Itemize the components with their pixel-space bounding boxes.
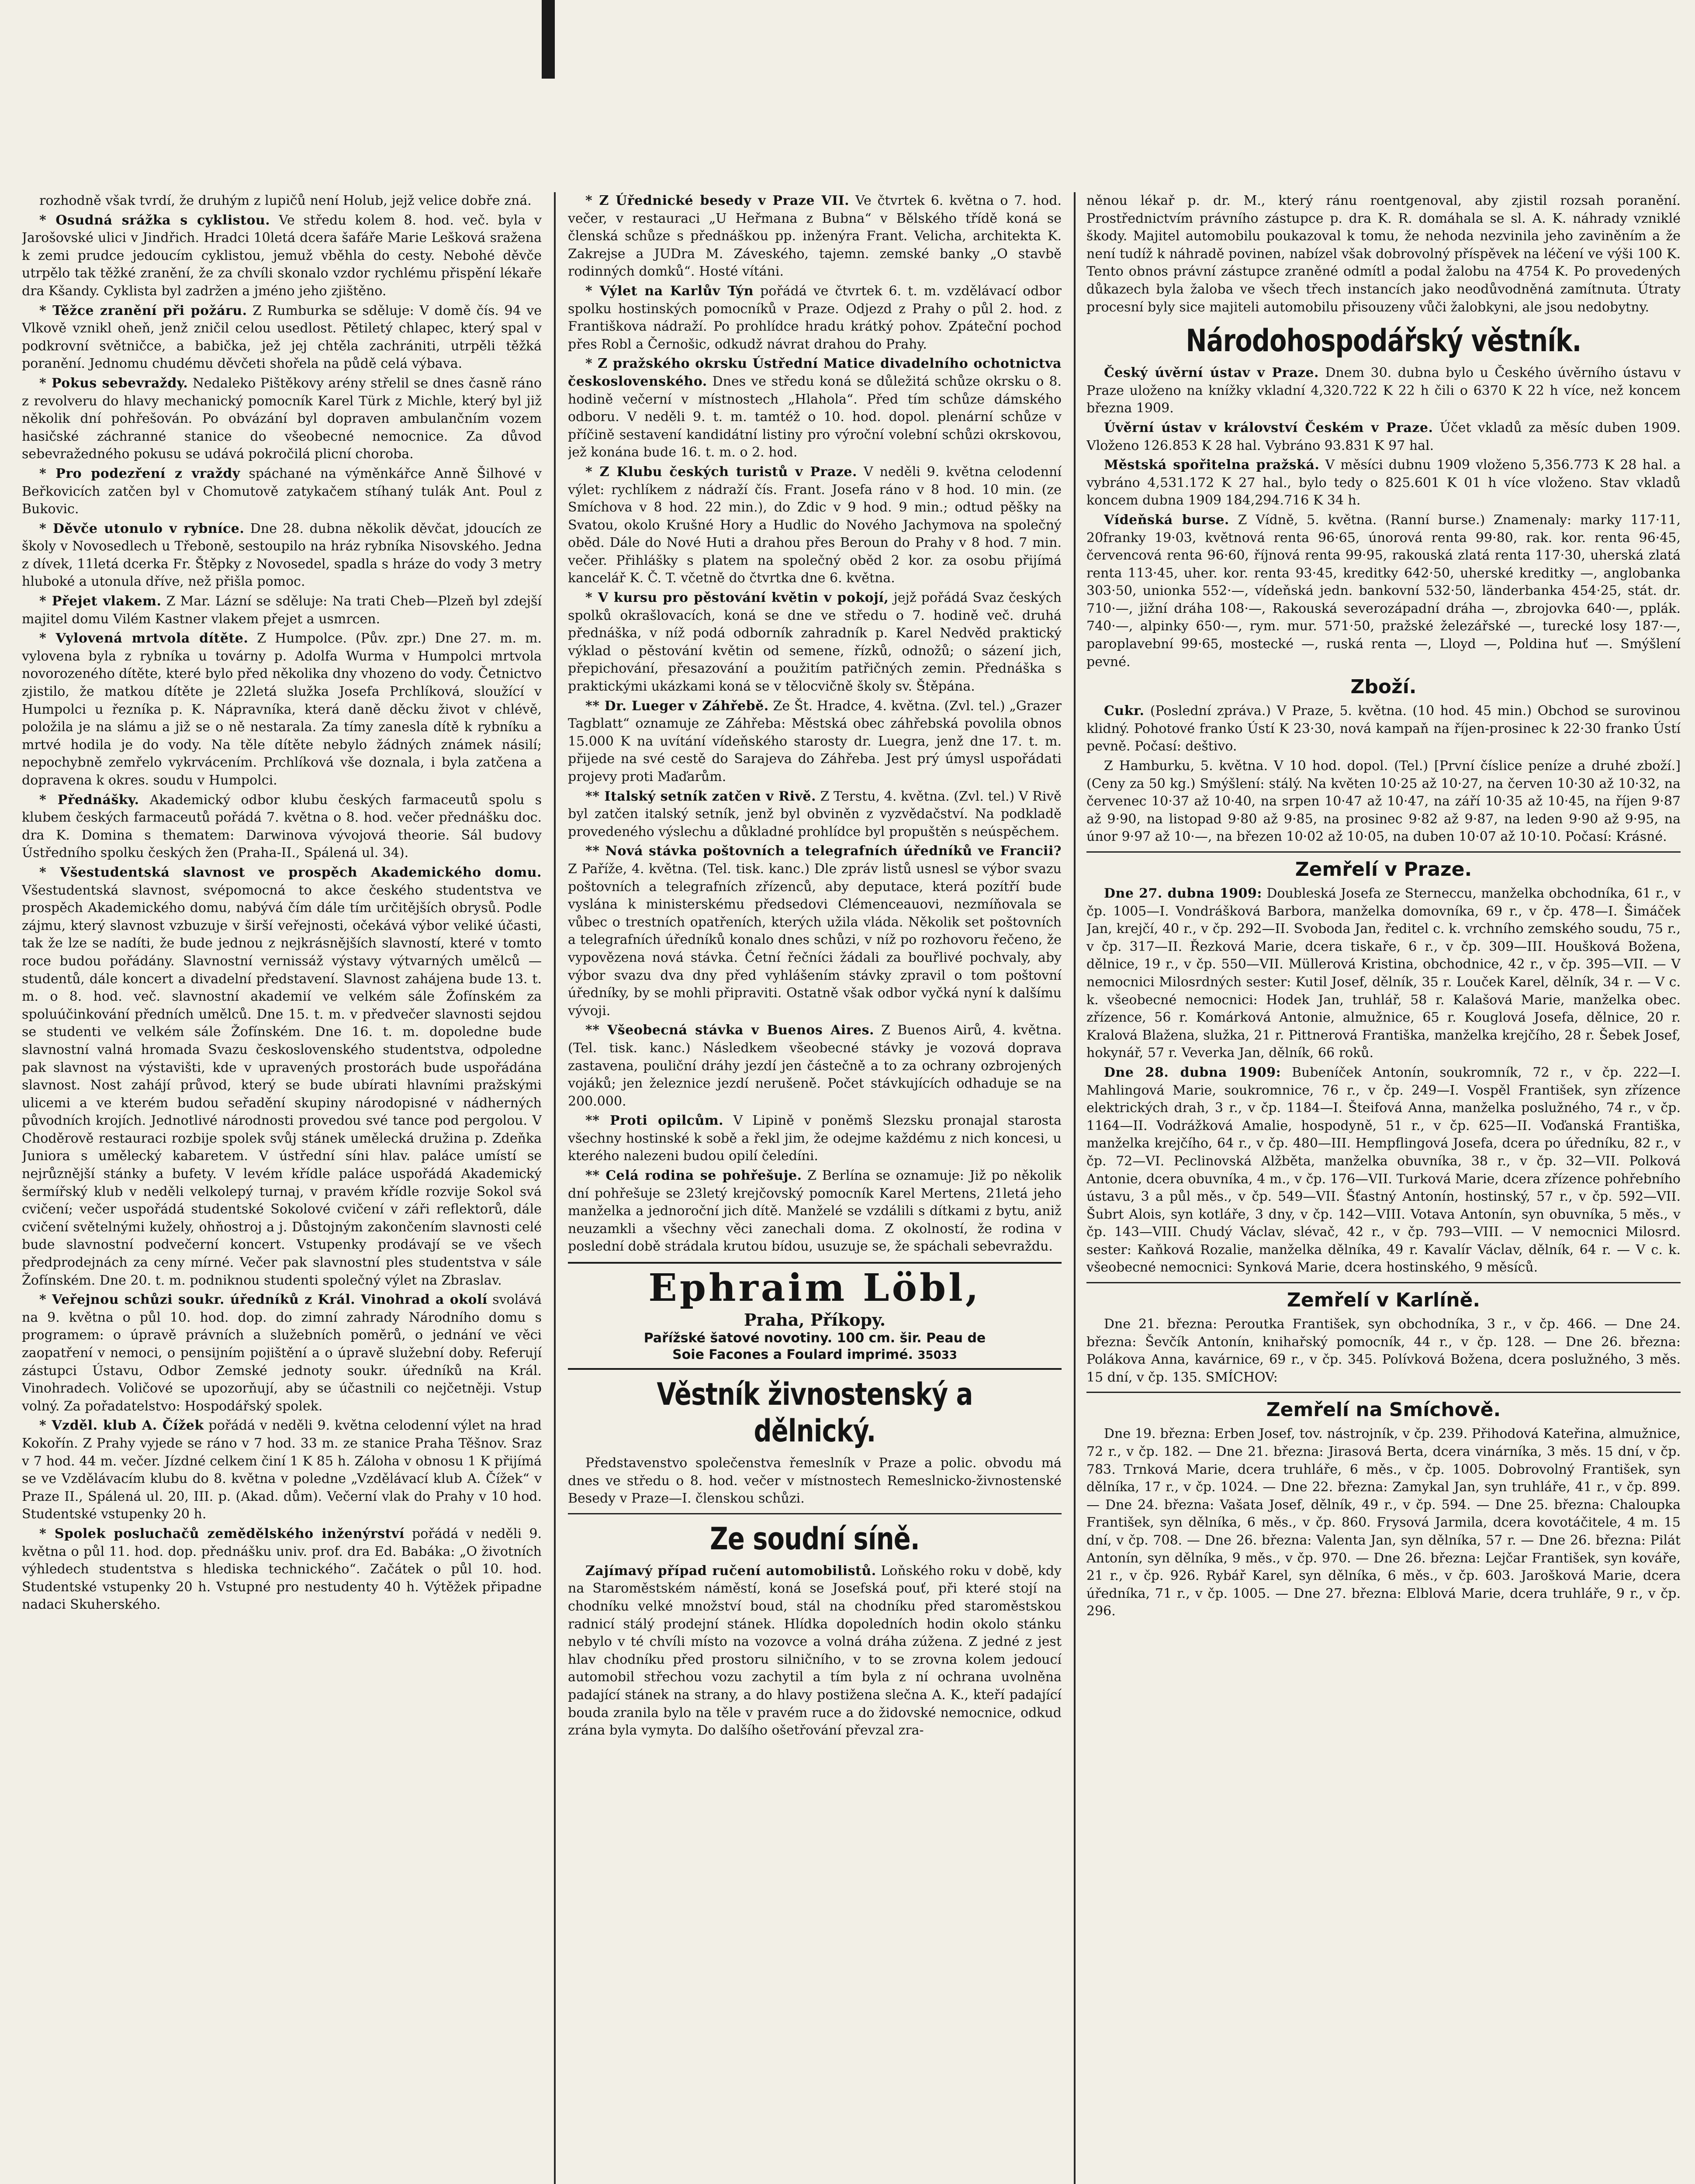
news-item-lead: * Všestudentská slavnost ve prospěch Akademického domu. bbox=[39, 864, 542, 880]
news-item bbox=[22, 192, 542, 210]
section-title-economy: Národohospodářský věstník. bbox=[1186, 323, 1581, 359]
goods-item bbox=[1086, 757, 1681, 846]
deaths-item-text: Bubeníček Antonín, soukromník, 72 r., v čp. 222—I. Mahlingová Marie, soukromnice, 76 r., v čp. 249—I. Vospěl František, syn zřízence elektrických drah, 3 r., v čp. 1184—I. Šteifová Anna, manželka poslužného, 74 r., v čp. 1164—II. Vodrážková Amalie, hospodyně, 51 r., v čp. 625—II. Voďanská Františka, manželka krejčího, 64 r., v čp. 480—III. Hempflingová Josefa, dcera po úředníku, 82 r., v čp. 72—VI. Peclinovská Alžběta, manželka obuvníka, 38 r., v čp. 32—VII. Polková Antonie, dcera obuvníka, 4 m., v čp. 176—VII. Turková Marie, dcera zřízence pohřebního ústavu, 3 a půl měs., v čp. 549—VII. Šťastný Antonín, hostinský, 57 r., v čp. 592—VII. Šubrt Alois, syn kotláře, 3 dny, v čp. 142—VIII. Votava Antonín, syn obuvníka, 5 měs., v čp. 143—VIII. Chudý Václav, slévač, 42 r., v čp. 793—VIII. — V nemocnici Milosrd. sester: Kaňková Rozalie, manželka dělníka, 49 r. Kavalír Václav, dělník, 64 r. — V c. k. všeobecné nemocnici: Synková Marie, dcera hostinského, 9 měsíců. bbox=[1086, 1064, 1681, 1275]
deaths-smichov-list bbox=[1086, 1425, 1681, 1621]
news-item-lead: ** Nová stávka poštovních a telegrafních úředníků ve Francii? bbox=[585, 843, 1062, 859]
news-item-text: pořádá v neděli 9. května celodenní výlet na hrad Kokořín. Z Prahy vyjede se ráno v 7 hod. 33 m. ze stanice Praha Těšnov. Sraz v 7 hod. 44 m. večer. Jízdné celkem činí 1 K 85 h. Záloha v obnosu 1 K přijímá se ve Vzdělávacím klubu do 8. května v poledne „Vzdělávací klub A. Čížek“ v Praze II., Spálená ul. 20, III. p. (Akad. dům). Večerní vlak do Prahy v 10 hod. Studentské vstupenky 20 h. bbox=[22, 1418, 542, 1522]
news-item bbox=[22, 212, 542, 301]
news-item-text: svolává na 9. května o půl 10. hod. dop. do zimní zahrady Národního domu s programem: o úpravě právních a služebních poměrů, o jednání ve věci zaopatření v nemoci, o pensijním pojištění a o úpravě služební doby. Referují zástupci Ústavu, Odbor Zemské jednoty soukr. úředníků na Král. Vinohradech. Voličové se upozorňují, aby se účastnili co nejčetněji. Vstup volný. Za pořadatelstvo: Hospodářský spolek. bbox=[22, 1292, 542, 1414]
news-item bbox=[568, 463, 1062, 587]
news-item-lead: * Veřejnou schůzi soukr. úředníků z Král. Vinohrad a okolí bbox=[39, 1292, 488, 1308]
economy-item bbox=[1086, 364, 1681, 418]
news-item bbox=[22, 302, 542, 373]
news-item bbox=[568, 843, 1062, 1020]
deaths-karlin-list bbox=[1086, 1316, 1681, 1386]
news-item bbox=[22, 1525, 542, 1614]
news-item-lead: * Z Klubu českých turistů v Praze. bbox=[585, 464, 857, 480]
column-left bbox=[22, 192, 542, 2184]
news-item-text: pořádá v neděli 9. května o půl 11. hod. dop. přednášku univ. prof. dra Ed. Babáka: „O životních výhledech studentstva s hlediska technického“. Začátek o půl 10. hod. Studentské vstupenky 20 h. Vstupné pro nestudenty 40 h. Výtěžek připadne nadaci Skuherského. bbox=[22, 1526, 542, 1613]
news-item bbox=[568, 788, 1062, 841]
goods-item-text: (Poslední zpráva.) V Praze, 5. května. (10 hod. 45 min.) Obchod se surovinou klidný. Pohotové franko Ústí K 23·30, nová kampaň na říjen-prosinec k 22·30 franko Ústí pevně. Počasí: deštivo. bbox=[1086, 703, 1681, 754]
news-item-lead: * Z pražského okrsku Ústřední Matice divadelního ochotnictva československého. bbox=[568, 356, 1062, 389]
news-item-lead: * Vzděl. klub A. Čížek bbox=[39, 1418, 204, 1434]
ink-blot bbox=[542, 0, 555, 79]
goods-list bbox=[1086, 702, 1681, 846]
court-article bbox=[568, 1562, 1062, 1740]
news-list-middle bbox=[568, 192, 1062, 1256]
section-title-court: Ze soudní síně. bbox=[710, 1521, 920, 1557]
news-item bbox=[568, 1022, 1062, 1110]
news-item bbox=[568, 1167, 1062, 1256]
news-item-lead: * Spolek posluchačů zemědělského inženýrství bbox=[39, 1526, 405, 1541]
court-lead: Zajímavý případ ručení automobilistů. bbox=[585, 1563, 876, 1579]
ad-line-2-row bbox=[568, 1347, 1062, 1364]
news-item-text: jejž pořádá Svaz českých spolků okrašlovacích, koná se dne ve středu o 7. hodině več. druhá přednáška, v níž podá odborník zahradník p. Karel Nedvěd praktický výklad o pěstování květin od semene, řízků, odnožů; o sázení jich, přepichování, přesazování a použitím patřičných zemin. Přednáška s praktickými ukázkami koná se v tělocvičně školy sv. Štěpána. bbox=[568, 590, 1062, 695]
column-right bbox=[1086, 192, 1681, 2184]
section-title-vestnik: Věstník živnostenský a dělnický. bbox=[657, 1376, 973, 1449]
news-item-text: Akademický odbor klubu českých farmaceutů spolu s klubem českých farmaceutů pořádá 7. května o 8. hod. večer přednášku doc. dra K. Domina s thematem: Darwinova vývojová theorie. Sál budovy Ústředního spolku českých žen (Praha-II., Spálená ul. 34). bbox=[22, 792, 542, 861]
ad-number: 35033 bbox=[917, 1349, 957, 1362]
court-text: Loňského roku v době, kdy na Staroměstském náměstí, koná se Josefská pouť, při které stojí na chodníku velké množství boud, stál na chodníku před staroměstskou radnicí stálý prodejní stánek. Hlídka dopoledních hodin okolo stánku nebylo v té chvíli místo na vozovce a volná dráha zúžena. Z jedné z jest hlav chodníku před prostoru silničního, v to se zrovna kolem jedoucí automobil střechou vozu zachytil a tím byla z ní ochrana uvolněna padající stánek na strany, a do hlavy postižena slečna A. K., kteří padající bouda zranila bylo na těle v pravém ruce a do židovské nemocnice, odkud zrána byla vymyta. Do dalšího ošetřování převzal zra- bbox=[568, 1563, 1062, 1738]
goods-item-lead: Cukr. bbox=[1104, 703, 1145, 719]
news-item bbox=[568, 355, 1062, 462]
economy-list bbox=[1086, 364, 1681, 671]
ad-line-1: Pařížské šatové novotiny. 100 cm. šir. Peau de bbox=[643, 1330, 986, 1346]
news-item-text: pořádá ve čtvrtek 6. t. m. vzdělávací odbor spolku hostinských pomocníků v Praze. Odjezd z Prahy o půl 2. hod. z Františkova nádraží. Po prohlídce hradu krátký pohov. Zpáteční pochod přes Robl a Černošic, odkudž návrat drahou do Prahy. bbox=[568, 283, 1062, 352]
news-item bbox=[22, 630, 542, 789]
goods-item-text: Z Hamburku, 5. května. V 10 hod. dopol. (Tel.) [První číslice peníze a druhé zboží.] (Ceny za 50 kg.) Smýšlení: stálý. Na květen 10·25 až 10·27, na červen 10·30 až 10·32, na červenec 10·37 až 10·40, na srpen 10·47 až 10·47, na září 10·35 až 10·45, na říjen 9·87 až 9·90, na listopad 9·80 až 9·85, na prosinec 9·82 až 9·87, na leden 9·90 až 9·95, na únor 9·97 až 10·—, na březen 10·02 až 10·05, na duben 10·07 až 10·10. Počasí: Krásné. bbox=[1086, 758, 1681, 845]
deaths-item-lead: Dne 28. dubna 1909: bbox=[1104, 1064, 1281, 1080]
news-item-text: Z Mar. Lázní se sděluje: Na trati Cheb—Plzeň byl zdejší majitel domu Vilém Kastner vlakem přejet a usmrcen. bbox=[22, 594, 542, 627]
news-item bbox=[568, 192, 1062, 281]
news-item-text: V Lipině v poněmš Slezsku pronajal starosta všechny hostinské k sobě a řekl jim, že odejme každému z nich koncesi, u kterého nalezeni budou opilí čeledíni. bbox=[568, 1113, 1062, 1164]
news-item bbox=[568, 698, 1062, 786]
deaths-item-lead: Dne 27. dubna 1909: bbox=[1104, 886, 1262, 901]
column-divider bbox=[1074, 192, 1076, 2184]
economy-item-text: V měsíci dubnu 1909 vloženo 5,356.773 K 28 hal. a vybráno 4,531.172 K 27 hal., bylo tedy o 825.601 K 01 h více vloženo. Stav vkladů koncem dubna 1909 184,294.716 K 34 h. bbox=[1086, 457, 1681, 508]
news-item-lead: * Děvče utonulo v rybníce. bbox=[39, 521, 245, 536]
news-item bbox=[22, 465, 542, 518]
section-title-deaths-karlin: Zemřelí v Karlíně. bbox=[1287, 1289, 1481, 1312]
news-item bbox=[22, 1291, 542, 1415]
news-item-text: rozhodně však tvrdí, že druhým z lupičů není Holub, jejž velice dobře zná. bbox=[39, 193, 532, 208]
deaths-prague-list bbox=[1086, 885, 1681, 1277]
divider bbox=[1086, 1282, 1681, 1283]
news-item-lead: * Přejet vlakem. bbox=[39, 594, 162, 609]
divider bbox=[1086, 1392, 1681, 1393]
section-title-deaths-smichov: Zemřelí na Smíchově. bbox=[1266, 1399, 1501, 1421]
economy-item-text: Dnem 30. dubna bylo u Českého úvěrního ústavu v Praze uloženo na knížky vkladní 4,320.722 K 22 h čili o 6370 K 22 h více, než koncem března 1909. bbox=[1086, 365, 1681, 416]
economy-item bbox=[1086, 419, 1681, 455]
news-item-text: Z Paříže, 4. května. (Tel. tisk. kanc.) Dle zpráv listů usnesl se výbor svazu poštovních a telegrafních zřízenců, aby deputace, která pozítří bude vyslána k ministerskému předsedovi Clémenceauovi, nezmíňovala se vůbec o trestních opatřeních, kterých užila vláda. Několik set poštovních a telegrafních úředníků konalo dnes schůzi, v níž po rozhovoru řečeno, že vypovězena nová stávka. Četní řečníci žádali za bouřlivé pochvaly, aby výbor svazu dva dny před vyhlášením stávky zpravil o tom poštovní úředníky, by se mohli připraviti. Ostatně však odbor vyčká nyní k dalšímu vývoji. bbox=[568, 861, 1062, 1019]
column-middle bbox=[568, 192, 1062, 2184]
news-item-lead: * Těžce zranění při požáru. bbox=[39, 303, 247, 318]
ad-brand: Ephraim Löbl, bbox=[648, 1266, 981, 1310]
news-item-text: V neděli 9. května celodenní výlet: rychlíkem z nádraží čís. Frant. Josefa ráno v 8 hod. 10 min. (ze Smíchova v 8 hod. 22 min.), do Zdic v 9 hod. 9 min.; odtud pěšky na Svatou, okolo Krušné Hory a Hudlic do Nového Jachymova na společný oběd. Dále do Nové Huti a drahou přes Beroun do Prahy v 8 hod. 7 min. večer. Přihlášky s platem na společný oběd 2 kor. za osobu přijímá kancelář K. Č. T. včetně do čtvrtka dne 6. května. bbox=[568, 464, 1062, 586]
deaths-item bbox=[1086, 885, 1681, 1062]
news-item-lead: * Pokus sebevraždy. bbox=[39, 375, 188, 391]
news-item-lead: ** Dr. Lueger v Záhřebě. bbox=[585, 698, 769, 714]
economy-item bbox=[1086, 456, 1681, 510]
news-item-lead: ** Italský setník zatčen v Rivě. bbox=[585, 788, 816, 804]
news-item-text: Všestudentská slavnost, svépomocná to akce českého studentstva ve prospěch Akademického domu, nabývá čím dále tím určitějších obrysů. Podle zájmu, který slavnost vzbuzuje v širší veřejnosti, očekává výbor veliké účasti, tak že lze se nadíti, že bude jednou z nejkrásnějších slavností, které v tomto roce budou pořádány. Slavnostní vernissáž výstavy výtvarných umělců — studentů, dále koncert a divadelní představení. Slavnost zahájena bude 13. t. m. o 8. hod. več. slavnostní akademií ve velkém sále Žofínském za spoluúčinkování předních umělců. Dne 15. t. m. v předvečer slavnosti sejdou se studenti ve velkém sále Žofínském. Dne 16. t. m. dopoledne bude slavnostní valná hromada Svazu československého studentstva, odpoledne pak slavnost na výstavišti, kde v upravených prostorách bude uspořádána slavnost. Nost zahájí průvod, který se bude ubírati hlavními pražskými ulicemi a ve kterém budou seřadění skupiny národopisné v nádherných původních krojích. Jednotlivé národnosti provedou své tance pod pergolou. V Choděrově restauraci rozbije spolek svůj stánek umělecká družina p. Zdeňka Juniora s umělecký kabaretem. V ústřední síni hlav. paláce umístí se nejrůznější stánky a bufety. V levém křídle paláce uspořádá Akademický šermířský klub v neděli velkolepý turnaj, v pravém křídle rozvije Sokol svá cvičení; večer uspořádá studentské Sokolové cvičení v záři reflektorů, dále cvičení světelnými kužely, ohňostroj a j. Důstojným zakončením slavnosti celé bude slavnostní podvečerní koncert. Vstupenky prodávají se ve všech předprodejnách za ceny mírné. Večer pak slavnostní ples studentstva v sále Žofínském. Dne 20. t. m. podniknou studenti společný výlet na Zbraslav. bbox=[22, 882, 542, 1288]
news-item bbox=[568, 589, 1062, 696]
news-item-lead: * Přednášky. bbox=[39, 792, 139, 808]
news-item-text: Z Humpolce. (Pův. zpr.) Dne 27. m. m. vylovena byla z rybníka u továrny p. Adolfa Wurma v Humpolci mrtvola novorozeného dítěte, které bylo před několika dny vhozeno do vody. Četnictvo zjistilo, že matkou dítěte je 22letá služka Josefa Prchlíková, sloužící v Humpolci u řezníka p. K. Nápravníka, která daně děcku život v chlévě, položila je na slámu a již se o ně nestarala. Za tímy zanesla dítě k rybníku a mrtvé hodila je do vody. Na těle dítěte nebylo žádných známek násilí; nepochybně zemřelo vykrvácením. Prchlíková vše doznala, i byla zatčena a dopravena k okres. soudu v Humpolci. bbox=[22, 631, 542, 788]
news-item-lead: * Vylovená mrtvola dítěte. bbox=[39, 631, 249, 646]
news-item bbox=[22, 791, 542, 862]
economy-item-text: Z Vídně, 5. května. (Ranní burse.) Znamenaly: marky 117·11, 20franky 19·03, květnová renta 96·65, únorová renta 99·80, rak. kor. renta 96·45, červencová renta 96·60, říjnová renta 99·95, rakouská zlatá renta 117·30, uherská zlatá renta 113·45, uher. kor. renta 93·45, kreditky 642·50, uherské kreditky —, anglobanka 303·50, unionka 552·—, vídeňská jedn. bankovní 532·50, länderbanka 454·25, stát. dr. 710·—, jižní dráha 108·—, Rakouská severozápadní dráha —, zbrojovka 640·—, pplák. 740·—, alpinky 650·—, rym. mur. 571·50, pražské železářské —, turecké losy 187·—, paroplavební 99·65, mostecké —, ruská renta —, Lloyd —, Poldina huť —. Smýšlení pevné. bbox=[1086, 512, 1681, 670]
economy-item-text: Účet vkladů za měsíc duben 1909. Vloženo 126.853 K 28 hal. Vybráno 93.831 K 97 hal. bbox=[1086, 420, 1681, 453]
ad-line-2: Soie Facones a Foulard imprimé. bbox=[672, 1347, 913, 1363]
news-item-text: spáchané na výměnkářce Anně Šilhové v Beřkovicích zatčen byl v Chomutově zatykačem stíhaný tulák Ant. Poul z Bukovic. bbox=[22, 466, 542, 517]
economy-item-lead: Vídeňská burse. bbox=[1104, 512, 1229, 528]
goods-item bbox=[1086, 702, 1681, 756]
ad-city: Praha, Příkopy. bbox=[744, 1310, 886, 1330]
news-item-text: Ve středu kolem 8. hod. več. byla v Jarošovské ulici v Jindřich. Hradci 10letá dcera šafáře Marie Lešková sražena k zemi prudce jedoucím cyklistou, jemuž vběhla do cesty. Nebohé děvče utrpělo tak těžké zranění, že za chvíli skonalo vzdor rychlému přispění lékaře dra Kšandy. Cyklista byl zadržen a jméno jeho zjištěno. bbox=[22, 212, 542, 299]
news-item-lead: * V kursu pro pěstování květin v pokojí, bbox=[585, 590, 889, 606]
news-item bbox=[568, 283, 1062, 353]
news-item-text: Ze Št. Hradce, 4. května. (Zvl. tel.) „Grazer Tagblatt“ oznamuje ze Záhřeba: Městská obec záhřebská povolila obnos 15.000 K na uvítání vídeňského starosty dr. Luegra, jenž dne 17. t. m. přijede na své cestě do Sarajeva do Záhřeba. Jest prý úmysl uspořádati projevy proti Maďarům. bbox=[568, 698, 1062, 784]
news-item bbox=[22, 864, 542, 1289]
news-item-lead: * Z Úřednické besedy v Praze VII. bbox=[585, 193, 850, 208]
news-item-lead: * Pro podezření z vraždy bbox=[39, 466, 240, 481]
court-continuation: něnou lékař p. dr. M., který ránu roentgenoval, aby zjistil rozsah poranění. Prostřednictvím právního zástupce p. dra K. R. domáhala se sl. A. K. náhrady vzniklé škody. Majitel automobilu poukazoval k tomu, že nehoda nezvinila jeho zaviněním a že není tudíž k náhradě povinen, nabízel však dobrovolný příspěvek na léčení ve výši 100 K. Tento obnos právní zástupce zraněné odmítl a podal žalobu na 4754 K. Po provedených důkazech byla žaloba ve všech třech instancích jako neodůvodněná zamítnuta. Útraty procesní byly sice majiteli automobilu přisouzeny vůči žalobkyni, ale jsou nedobytny. bbox=[1086, 193, 1681, 315]
section-title-goods: Zboží. bbox=[1350, 676, 1417, 698]
divider bbox=[1086, 851, 1681, 853]
news-item-text: Dne 28. dubna několik děvčat, jdoucích ze školy v Novosedlech u Třeboně, sestoupilo na hráz rybníka Nisovského. Jedna z dívek, 11letá dcerka Fr. Štěpky z Novosedel, spadla s hráze do vody 3 metry hluboké a utonula dříve, než přišla pomoc. bbox=[22, 521, 542, 590]
news-item bbox=[22, 593, 542, 628]
deaths-item bbox=[1086, 1425, 1681, 1621]
economy-item-lead: Český úvěrní ústav v Praze. bbox=[1104, 365, 1319, 381]
advertisement bbox=[568, 1262, 1062, 1370]
divider bbox=[568, 1513, 1062, 1514]
news-item-lead: * Osudná srážka s cyklistou. bbox=[39, 212, 270, 228]
vestnik-text: Představenstvo společenstva řemeslník v Praze a polic. obvodu má dnes ve středu o 8. hod. večer v místnostech Remeslnicko-živnostenské Besedy v Praze—I. členskou schůzi. bbox=[568, 1455, 1062, 1507]
news-item-text: Dnes ve středu koná se důležitá schůze okrsku o 8. hodině večerní v místnostech „Hlahola“. Před tím schůze dámského odboru. V neděli 9. t. m. tamtéž o 10. hod. dopol. plenární schůze v příčině sestavení kandidátní listiny pro výroční volební schůzi okrskovou, jež konána bude 16. t. m. o 2. hod. bbox=[568, 373, 1062, 460]
news-item-text: Ve čtvrtek 6. května o 7. hod. večer, v restauraci „U Heřmana z Bubna“ v Bělského třídě koná se členská schůze s přednáškou pp. inženýra Frant. Velicha, architekta K. Zakrejse a JUDra M. Záveského, tajemn. zemské banky „O stavbě rodinných domků“. Hosté vítáni. bbox=[568, 193, 1062, 280]
news-item-text: Z Buenos Airů, 4. května. (Tel. tisk. kanc.) Následkem všeobecné stávky je vozová doprava zastavena, pouliční dráhy jezdí jen částečně a to za ochrany ozbrojených vojáků; jen železnice jezdí nerušeně. Počet stávkujících odhaduje se na 200.000. bbox=[568, 1023, 1062, 1109]
deaths-item-text: Doubleská Josefa ze Sterneccu, manželka obchodníka, 61 r., v čp. 1005—I. Vondrášková Barbora, manželka domovníka, 69 r., v čp. 478—I. Šimáček Jan, krejčí, 40 r., v čp. 292—II. Svoboda Jan, ředitel c. k. vrchního zemského soudu, 75 r., v čp. 317—II. Řezková Marie, dcera tiskaře, 6 r., v čp. 309—III. Houšková Božena, dělnice, 19 r., v čp. 550—VII. Müllerová Kristina, obchodnice, 42 r., v čp. 395—VII. — V nemocnici Milosrdných sester: Kutil Josef, dělník, 35 r. Louček Karel, dělník, 34 r. — V c. k. všeobecné nemocnici: Hodek Jan, truhlář, 58 r. Kalašová Marie, manželka obec. zřízence, 56 r. Komárková Antonie, almužnice, 65 r. Kouglová Josefa, dělnice, 20 r. Kralová Blažena, služka, 21 r. Pittnerová Františka, manželka krejčího, 28 r. Šebek Josef, hokynář, 57 r. Veverka Jan, dělník, 66 roků. bbox=[1086, 886, 1681, 1061]
news-item-lead: * Výlet na Karlův Týn bbox=[585, 283, 754, 299]
deaths-item-text: Dne 19. března: Erben Josef, tov. nástrojník, v čp. 239. Přihodová Kateřina, almužnice, 72 r., v čp. 182. — Dne 21. března: Jirasová Berta, dcera vinárníka, 3 měs. 15 dní, v čp. 783. Trnková Marie, dcera truhláře, 6 měs., v čp. 1005. Dobrovolný František, syn dělníka, 17 r., v čp. 1024. — Dne 22. března: Zamykal Jan, syn truhláře, 41 r., v čp. 899. — Dne 24. března: Vašata Josef, dělník, 49 r., v čp. 594. — Dne 25. března: Chaloupka František, syn dělníka, 6 měs., v čp. 860. Frysová Jarmila, dcera kovotáčitele, 4 m. 15 dní, v čp. 708. — Dne 26. března: Valenta Jan, syn dělníka, 57 r. — Dne 26. března: Pilát Antonín, syn dělníka, 9 měs., v čp. 970. — Dne 26. března: Lejčar František, syn kováře, 21 r., v čp. 926. Rybář Karel, syn dělníka, 6 měs., v čp. 603. Jarošková Marie, dcera úředníka, 71 r., v čp. 1005. — Dne 27. března: Elblová Marie, dcera truhláře, 9 r., v čp. 296. bbox=[1086, 1426, 1681, 1619]
news-item-text: Nedaleko Pištěkovy arény střelil se dnes časně ráno z revolveru do hlavy mechanický pomocník Karel Türk z Michle, který byl již několik dní pohřešován. Po obvázání byl dopraven ambulančním vozem hasičské záchranné stanice do všeobecné nemocnice. Za důvod sebevražedného pokusu se udává pokročilá plicní choroba. bbox=[22, 375, 542, 462]
economy-item-lead: Městská spořitelna pražská. bbox=[1104, 457, 1320, 473]
economy-item bbox=[1086, 511, 1681, 671]
news-item-text: Z Rumburka se sděluje: V domě čís. 94 ve Vlkově vznikl oheň, jenž zničil celou usedlost. Pětiletý chlapec, který spal v podkrovní světničce, a babička, jež jej chtěla zachrániti, utrpěli těžká poranění. Jednomu chudému děvčeti shořela na půdě celá výbava. bbox=[22, 303, 542, 372]
news-item bbox=[568, 1112, 1062, 1165]
deaths-item bbox=[1086, 1064, 1681, 1277]
news-item bbox=[22, 520, 542, 591]
column-divider bbox=[554, 192, 556, 2184]
news-item bbox=[22, 375, 542, 463]
deaths-item bbox=[1086, 1316, 1681, 1386]
news-item-text: Z Terstu, 4. května. (Zvl. tel.) V Rivě byl zatčen italský setník, jenž byl obviněn z vyzvědačství. Na podkladě provedeného výslechu a důkladné prohlídce byl propuštěn s neúspěchem. bbox=[568, 788, 1062, 840]
section-title-deaths-prague: Zemřelí v Praze. bbox=[1295, 858, 1472, 881]
news-item bbox=[22, 1417, 542, 1524]
news-item-lead: ** Proti opilcům. bbox=[585, 1113, 724, 1129]
news-item-lead: ** Celá rodina se pohřešuje. bbox=[585, 1168, 802, 1184]
economy-item-lead: Úvěrní ústav v království Českém v Praze. bbox=[1104, 420, 1433, 435]
deaths-item-text: Dne 21. března: Peroutka František, syn obchodníka, 3 r., v čp. 466. — Dne 24. března: Ševčík Antonín, knihařský pomocník, 44 r., v čp. 128. — Dne 26. března: Polákova Anna, kavárnice, 69 r., v čp. 345. Polívková Božena, dcera poslužného, 3 měs. 15 dní, v čp. 135. SMÍCHOV: bbox=[1086, 1317, 1681, 1385]
news-item-lead: ** Všeobecná stávka v Buenos Aires. bbox=[585, 1023, 874, 1038]
news-item-text: Z Berlína se oznamuje: Již po několik dní pohřešuje se 23letý krejčovský pomocník Karel Mertens, 21letá jeho manželka a jednoroční jich dítě. Manželé se vzdálili s dítkami z bytu, aniž neuzamkli a všechny věci zanechali doma. Z okolností, že rodina v poslední době strádala krutou bídou, usuzuje se, že spáchali sebevraždu. bbox=[568, 1168, 1062, 1254]
